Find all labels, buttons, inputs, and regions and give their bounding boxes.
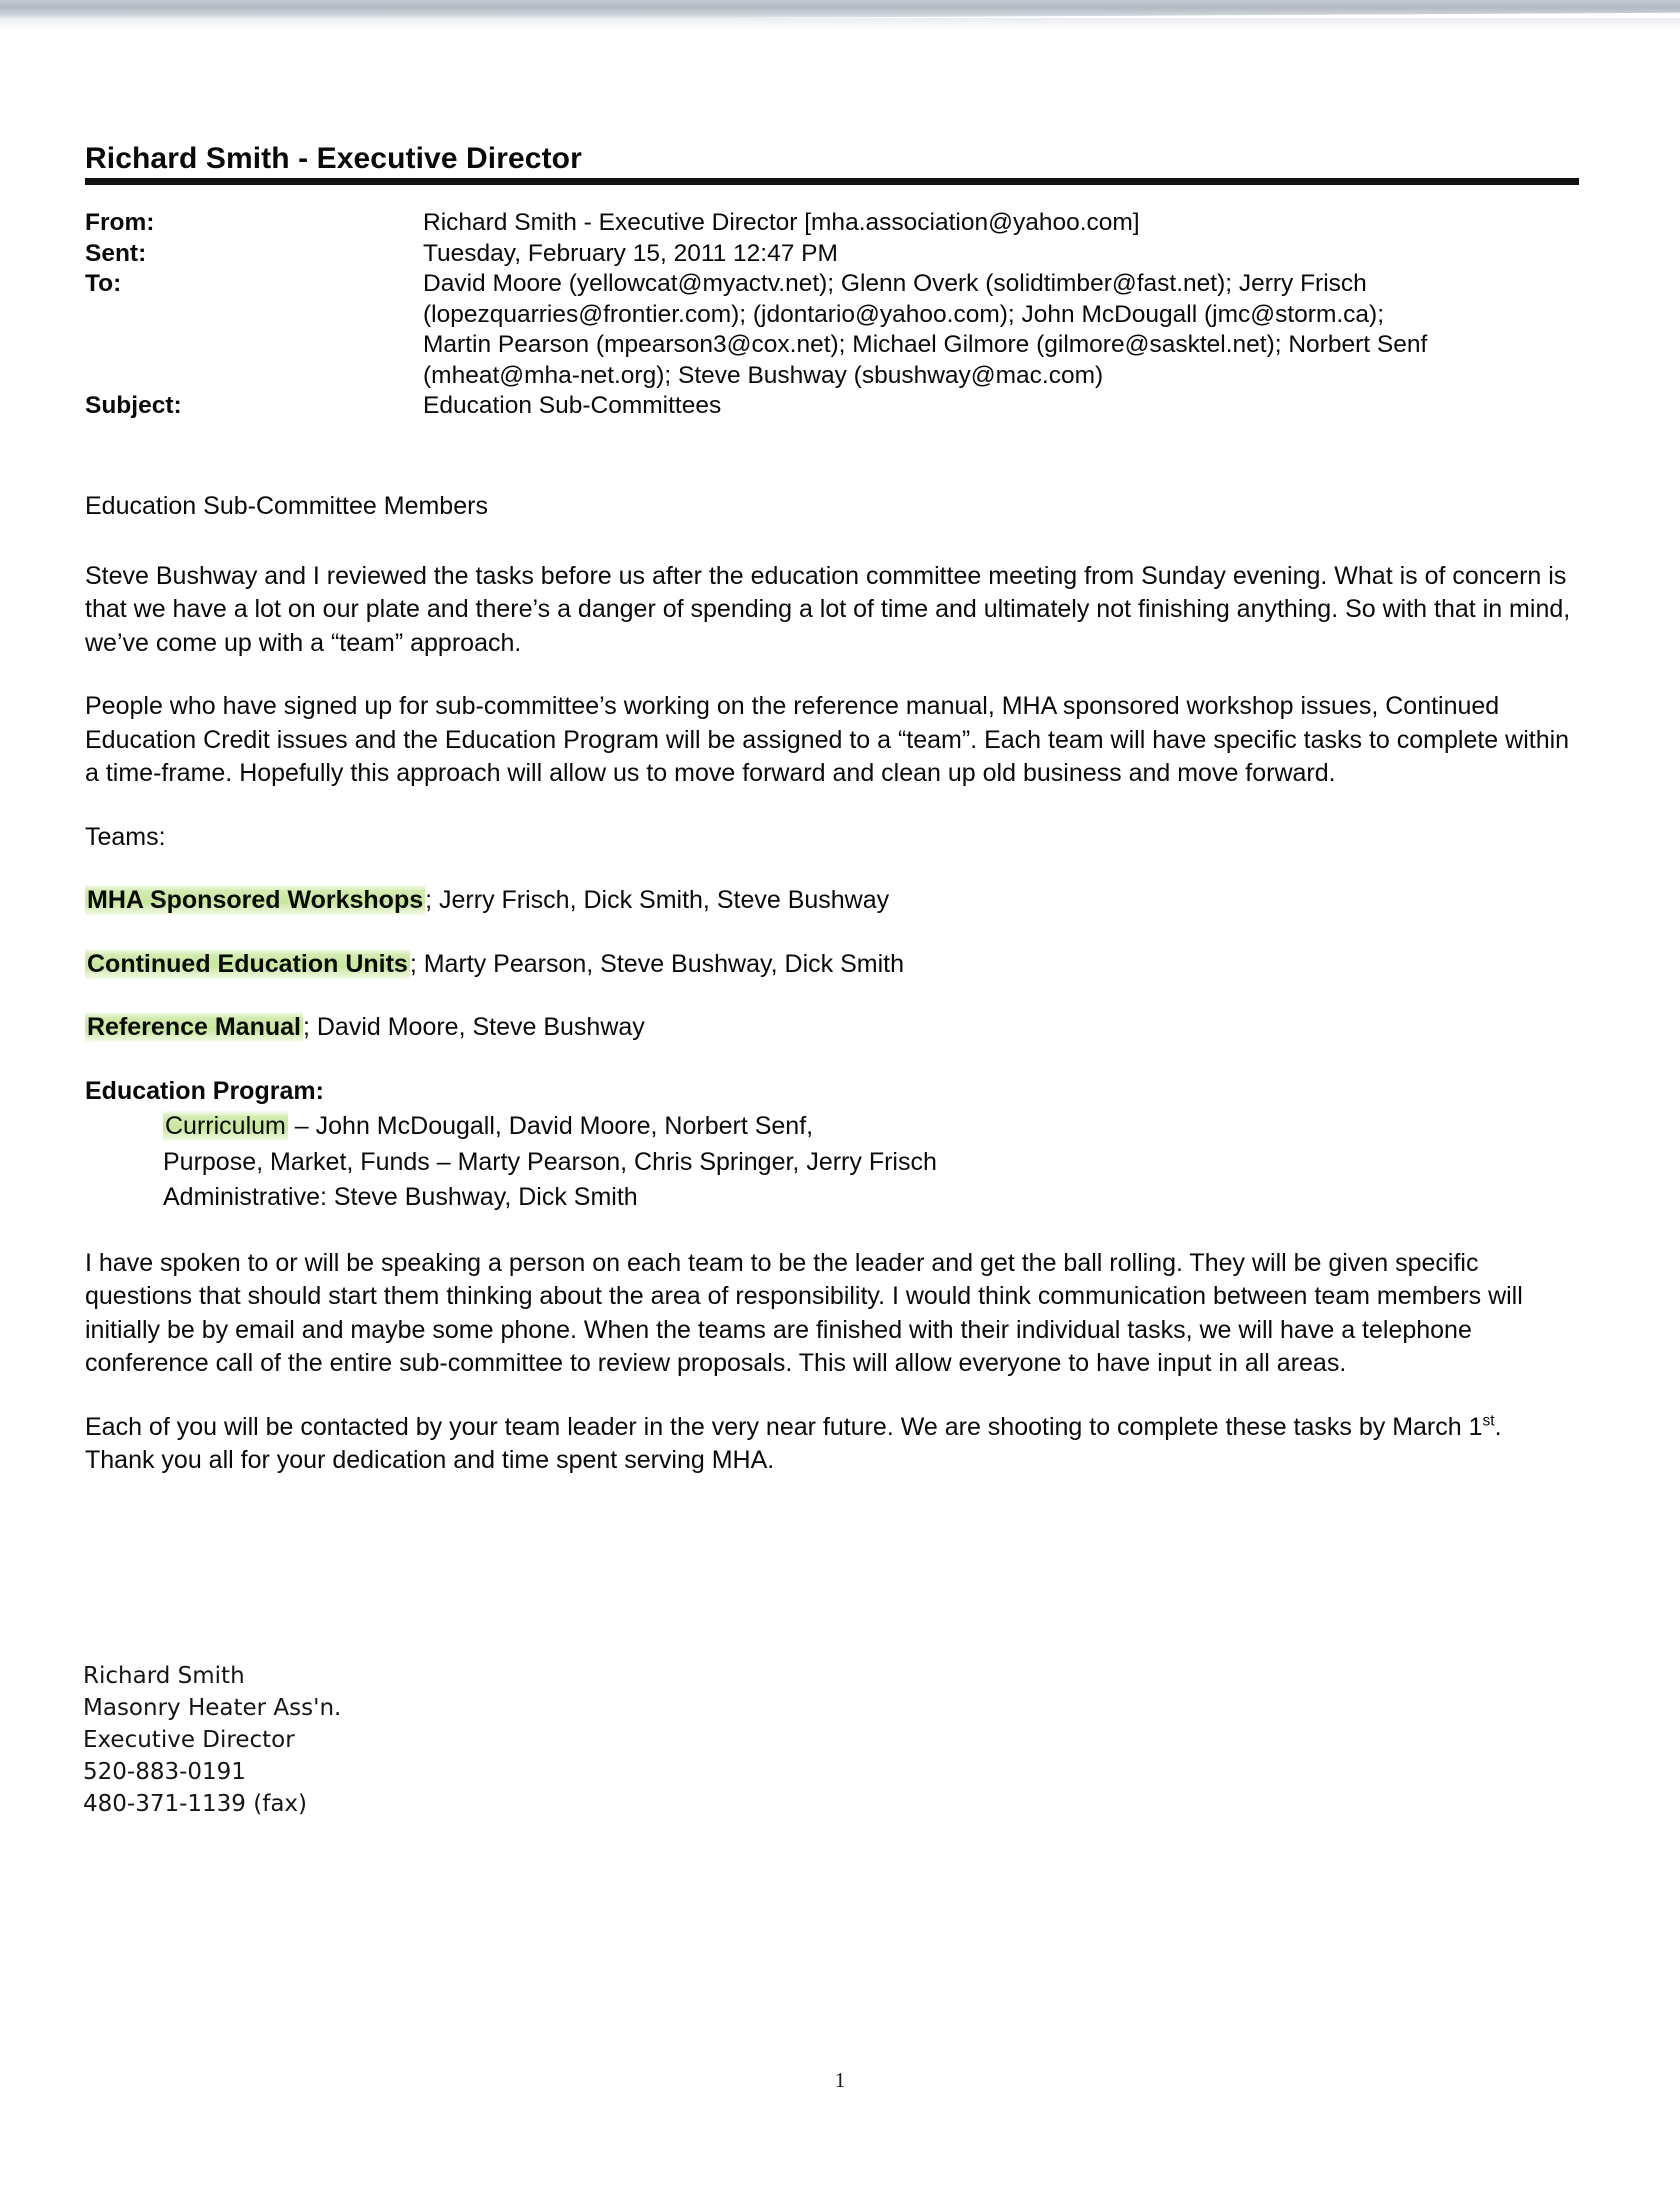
team-row [85,1011,1575,1045]
from-value: Richard Smith - Executive Director [mha.association@yahoo.com] [423,209,1140,236]
body-paragraph-3: I have spoken to or will be speaking a person on each team to be the leader and get the ball rolling. They will be given specific questions that should start them thinking about the area of responsibility. I would think communication between team members will initially be by email and maybe some phone. When the teams are finished with their individual tasks, we will have a telephone conference call of the entire sub-committee to review proposals. This will allow everyone to have input in all areas. [85,1248,1523,1377]
education-program-purpose: Purpose, Market, Funds – Marty Pearson, Chris Springer, Jerry Frisch [163,1147,937,1176]
signature-role: Executive Director [83,1727,295,1753]
education-program-curriculum [163,1110,1575,1144]
email-header [85,208,1585,422]
education-program-block [85,1075,1575,1215]
signature-fax: 480-371-1139 (fax) [83,1791,307,1817]
to-line: David Moore (yellowcat@myactv.net); Glenn Overk (solidtimber@fast.net); Jerry Frisch [423,270,1367,297]
page-number: 1 [834,2068,846,2092]
education-program-heading: Education Program: [85,1076,324,1105]
paragraph-4-text-end: . Thank you all for your dedication and time spent serving MHA. [85,1412,1502,1474]
ordinal-suffix: st [1482,1412,1495,1430]
email-header-row-subject [85,391,1585,422]
sent-value: Tuesday, February 15, 2011 12:47 PM [423,239,838,267]
spacer [85,1217,1575,1247]
team-name-highlighted: Continued Education Units [87,949,408,978]
to-line: (mheat@mha-net.org); Steve Bushway (sbushway@mac.com) [423,361,1104,389]
subject-value: Education Sub-Committees [423,392,722,419]
body-paragraph-1: Steve Bushway and I reviewed the tasks before us after the education committee meeting from Sunday evening. What is of concern is that we have a lot on our plate and there’s a danger of spending a lot of time and ultimately not finishing anything. So with that in mind, we’ve come up with a “team” approach. [85,561,1571,657]
team-name-highlighted: MHA Sponsored Workshops [87,886,424,914]
email-body [85,490,1575,1508]
teams-label: Teams: [85,822,166,851]
body-paragraph-4 [85,1411,1575,1478]
signature-phone: 520-883-0191 [83,1759,246,1785]
education-program-items [163,1110,1575,1215]
paragraph-4-text-start: Each of you will be contacted by your team leader in the very near future. We are shooting to complete these tasks by March 1 [85,1412,1483,1441]
curriculum-highlighted: Curriculum [165,1112,286,1140]
team-row [85,948,1575,982]
team-members: ; Marty Pearson, Steve Bushway, Dick Smith [409,949,904,978]
email-header-row-sent [85,239,1585,270]
title-divider [85,178,1579,185]
to-label: To: [85,270,122,297]
team-name-highlighted: Reference Manual [87,1013,301,1041]
subject-label: Subject: [85,392,182,419]
team-members: ; Jerry Frisch, Dick Smith, Steve Bushway [425,886,890,914]
signature-organization: Masonry Heater Ass'n. [83,1695,342,1721]
salutation: Education Sub-Committee Members [85,492,488,520]
email-header-row-to [85,269,1585,391]
from-label: From: [85,209,155,236]
to-line: Martin Pearson (mpearson3@cox.net); Michael Gilmore (gilmore@sasktel.net); Norbert Senf [423,331,1428,358]
to-line: (lopezquarries@frontier.com); (jdontario@yahoo.com); John McDougall (jmc@storm.ca); [423,300,1385,328]
page-title: Richard Smith - Executive Director [85,142,582,175]
signature-block [83,1660,341,1820]
education-program-administrative: Administrative: Steve Bushway, Dick Smith [163,1183,638,1211]
team-members: ; David Moore, Steve Bushway [302,1013,645,1041]
sent-label: Sent: [85,239,147,267]
curriculum-members: – John McDougall, David Moore, Norbert Senf, [287,1112,814,1140]
team-row [85,884,1575,918]
email-header-row-from [85,208,1585,239]
signature-name: Richard Smith [83,1663,245,1689]
to-value [423,269,1585,391]
body-paragraph-2: People who have signed up for sub-committee’s working on the reference manual, MHA sponsored workshop issues, Continued Education Credit issues and the Education Program will be assigned to a “team”. Each team will have specific tasks to complete within a time-frame. Hopefully this approach will allow us to move forward and clean up old business and move forward. [85,692,1570,787]
